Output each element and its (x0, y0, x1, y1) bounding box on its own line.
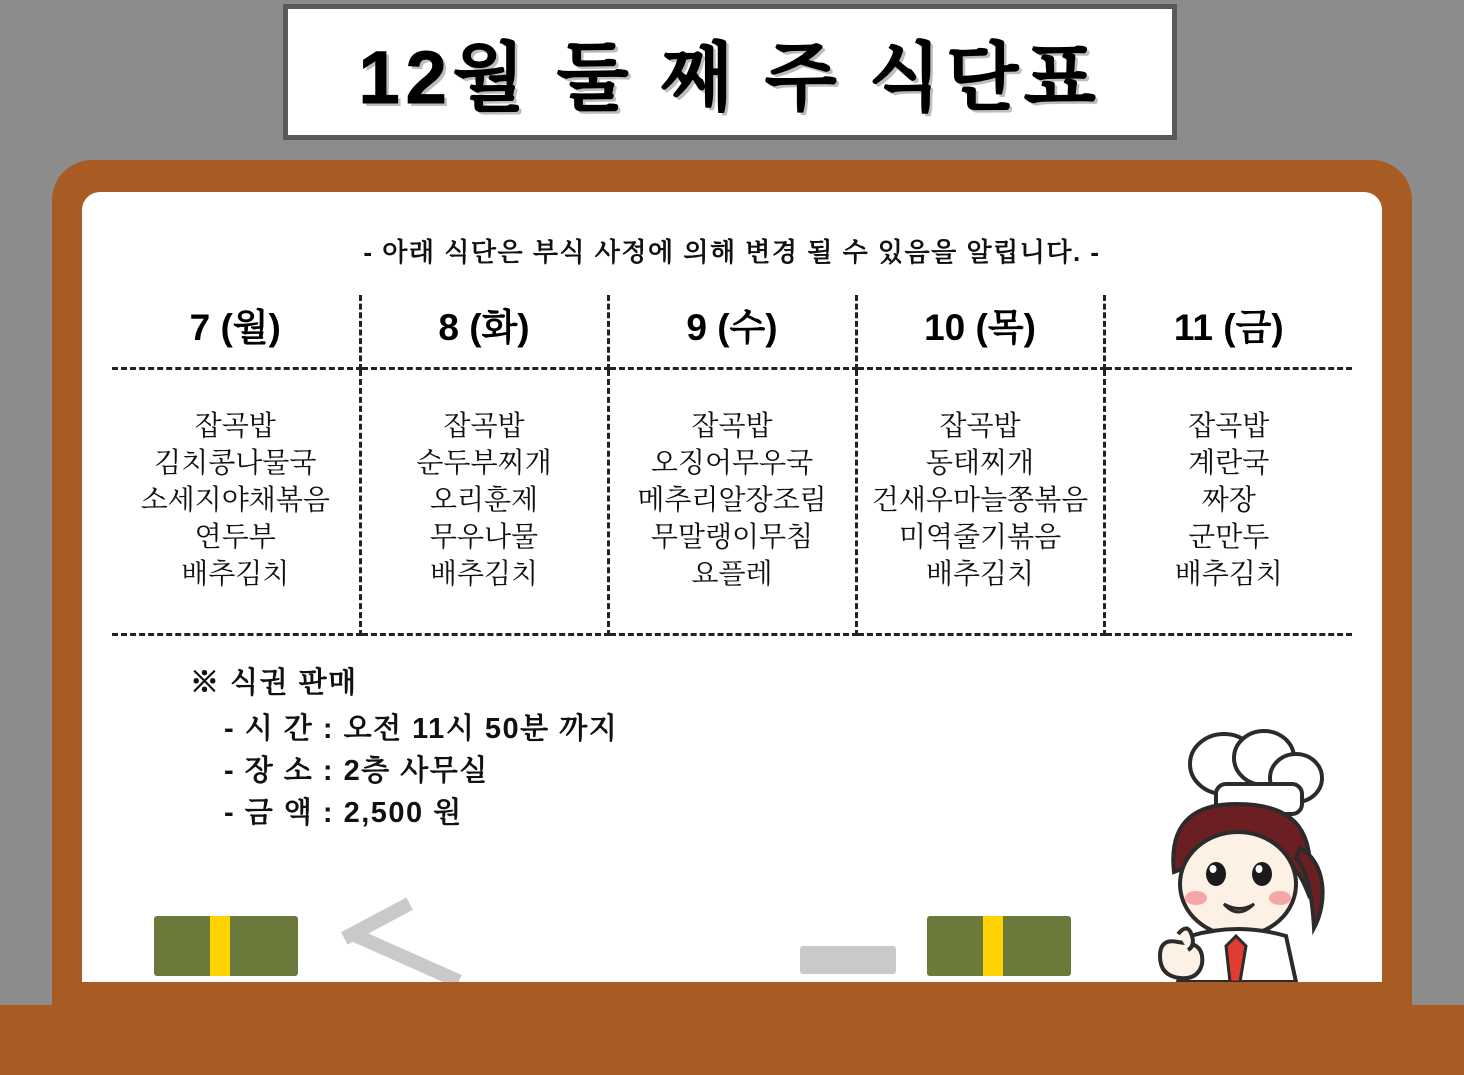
board-ledge (0, 1005, 1464, 1075)
menu-item: 잡곡밥 (443, 410, 525, 441)
notes-line-price: - 금 액 : 2,500 원 (224, 796, 463, 829)
menu-cell-tuesday (360, 369, 608, 635)
menu-table-header-row (112, 295, 1352, 369)
chalk-icon (800, 946, 896, 974)
menu-item: 잡곡밥 (939, 410, 1021, 441)
menu-day-header-1: 8 (화) (360, 295, 608, 369)
menu-table-row (112, 369, 1352, 635)
menu-item: 잡곡밥 (194, 410, 276, 441)
menu-item: 김치콩나물국 (154, 446, 317, 478)
notice-text: - 아래 식단은 부식 사정에 의해 변경 될 수 있음을 알립니다. - (363, 237, 1101, 267)
menu-item: 잡곡밥 (691, 410, 773, 441)
menu-item: 계란국 (1188, 446, 1270, 478)
chef-character-icon (1104, 722, 1364, 982)
menu-item: 동태찌개 (925, 446, 1035, 478)
menu-item: 메추리알장조림 (637, 483, 827, 515)
menu-item: 배추김치 (925, 557, 1035, 589)
menu-item: 미역줄기볶음 (898, 520, 1062, 552)
menu-board-paper (82, 192, 1382, 982)
eraser-icon (154, 916, 298, 976)
menu-day-header-2: 9 (수) (608, 295, 856, 369)
menu-item: 배추김치 (429, 557, 539, 589)
menu-item: 오징어무우국 (650, 446, 814, 478)
menu-item: 연두부 (194, 520, 276, 552)
menu-item: 오리훈제 (429, 483, 539, 515)
menu-item: 무우나물 (429, 520, 539, 552)
title-banner (283, 4, 1177, 140)
menu-cell-wednesday (608, 369, 856, 635)
menu-day-header-0: 7 (월) (112, 295, 360, 369)
menu-item: 무말랭이무침 (650, 520, 814, 552)
menu-item: 건새우마늘쫑볶음 (871, 483, 1089, 515)
menu-item: 소세지야채볶음 (140, 483, 330, 515)
notes-heading: ※ 식권 판매 (190, 666, 358, 699)
notes-line-time: - 시 간 : 오전 11시 50분 까지 (224, 712, 619, 745)
menu-item: 배추김치 (181, 557, 290, 589)
menu-board (52, 160, 1412, 1015)
menu-day-header-4: 11 (금) (1104, 295, 1352, 369)
menu-day-header-3: 10 (목) (856, 295, 1104, 369)
notes-line-place: - 장 소 : 2층 사무실 (224, 754, 489, 787)
page-title: 12월 둘 째 주 식단표 (358, 36, 1102, 119)
menu-item: 요플레 (691, 557, 773, 589)
menu-item: 잡곡밥 (1188, 410, 1270, 441)
menu-item: 짜장 (1201, 483, 1256, 515)
menu-cell-friday (1104, 369, 1352, 635)
menu-table (112, 295, 1352, 636)
menu-item: 순두부찌개 (416, 446, 552, 478)
menu-cell-monday (112, 369, 360, 635)
menu-item: 배추김치 (1174, 557, 1283, 589)
menu-item: 군만두 (1188, 520, 1270, 552)
menu-cell-thursday (856, 369, 1104, 635)
eraser-icon (927, 916, 1071, 976)
